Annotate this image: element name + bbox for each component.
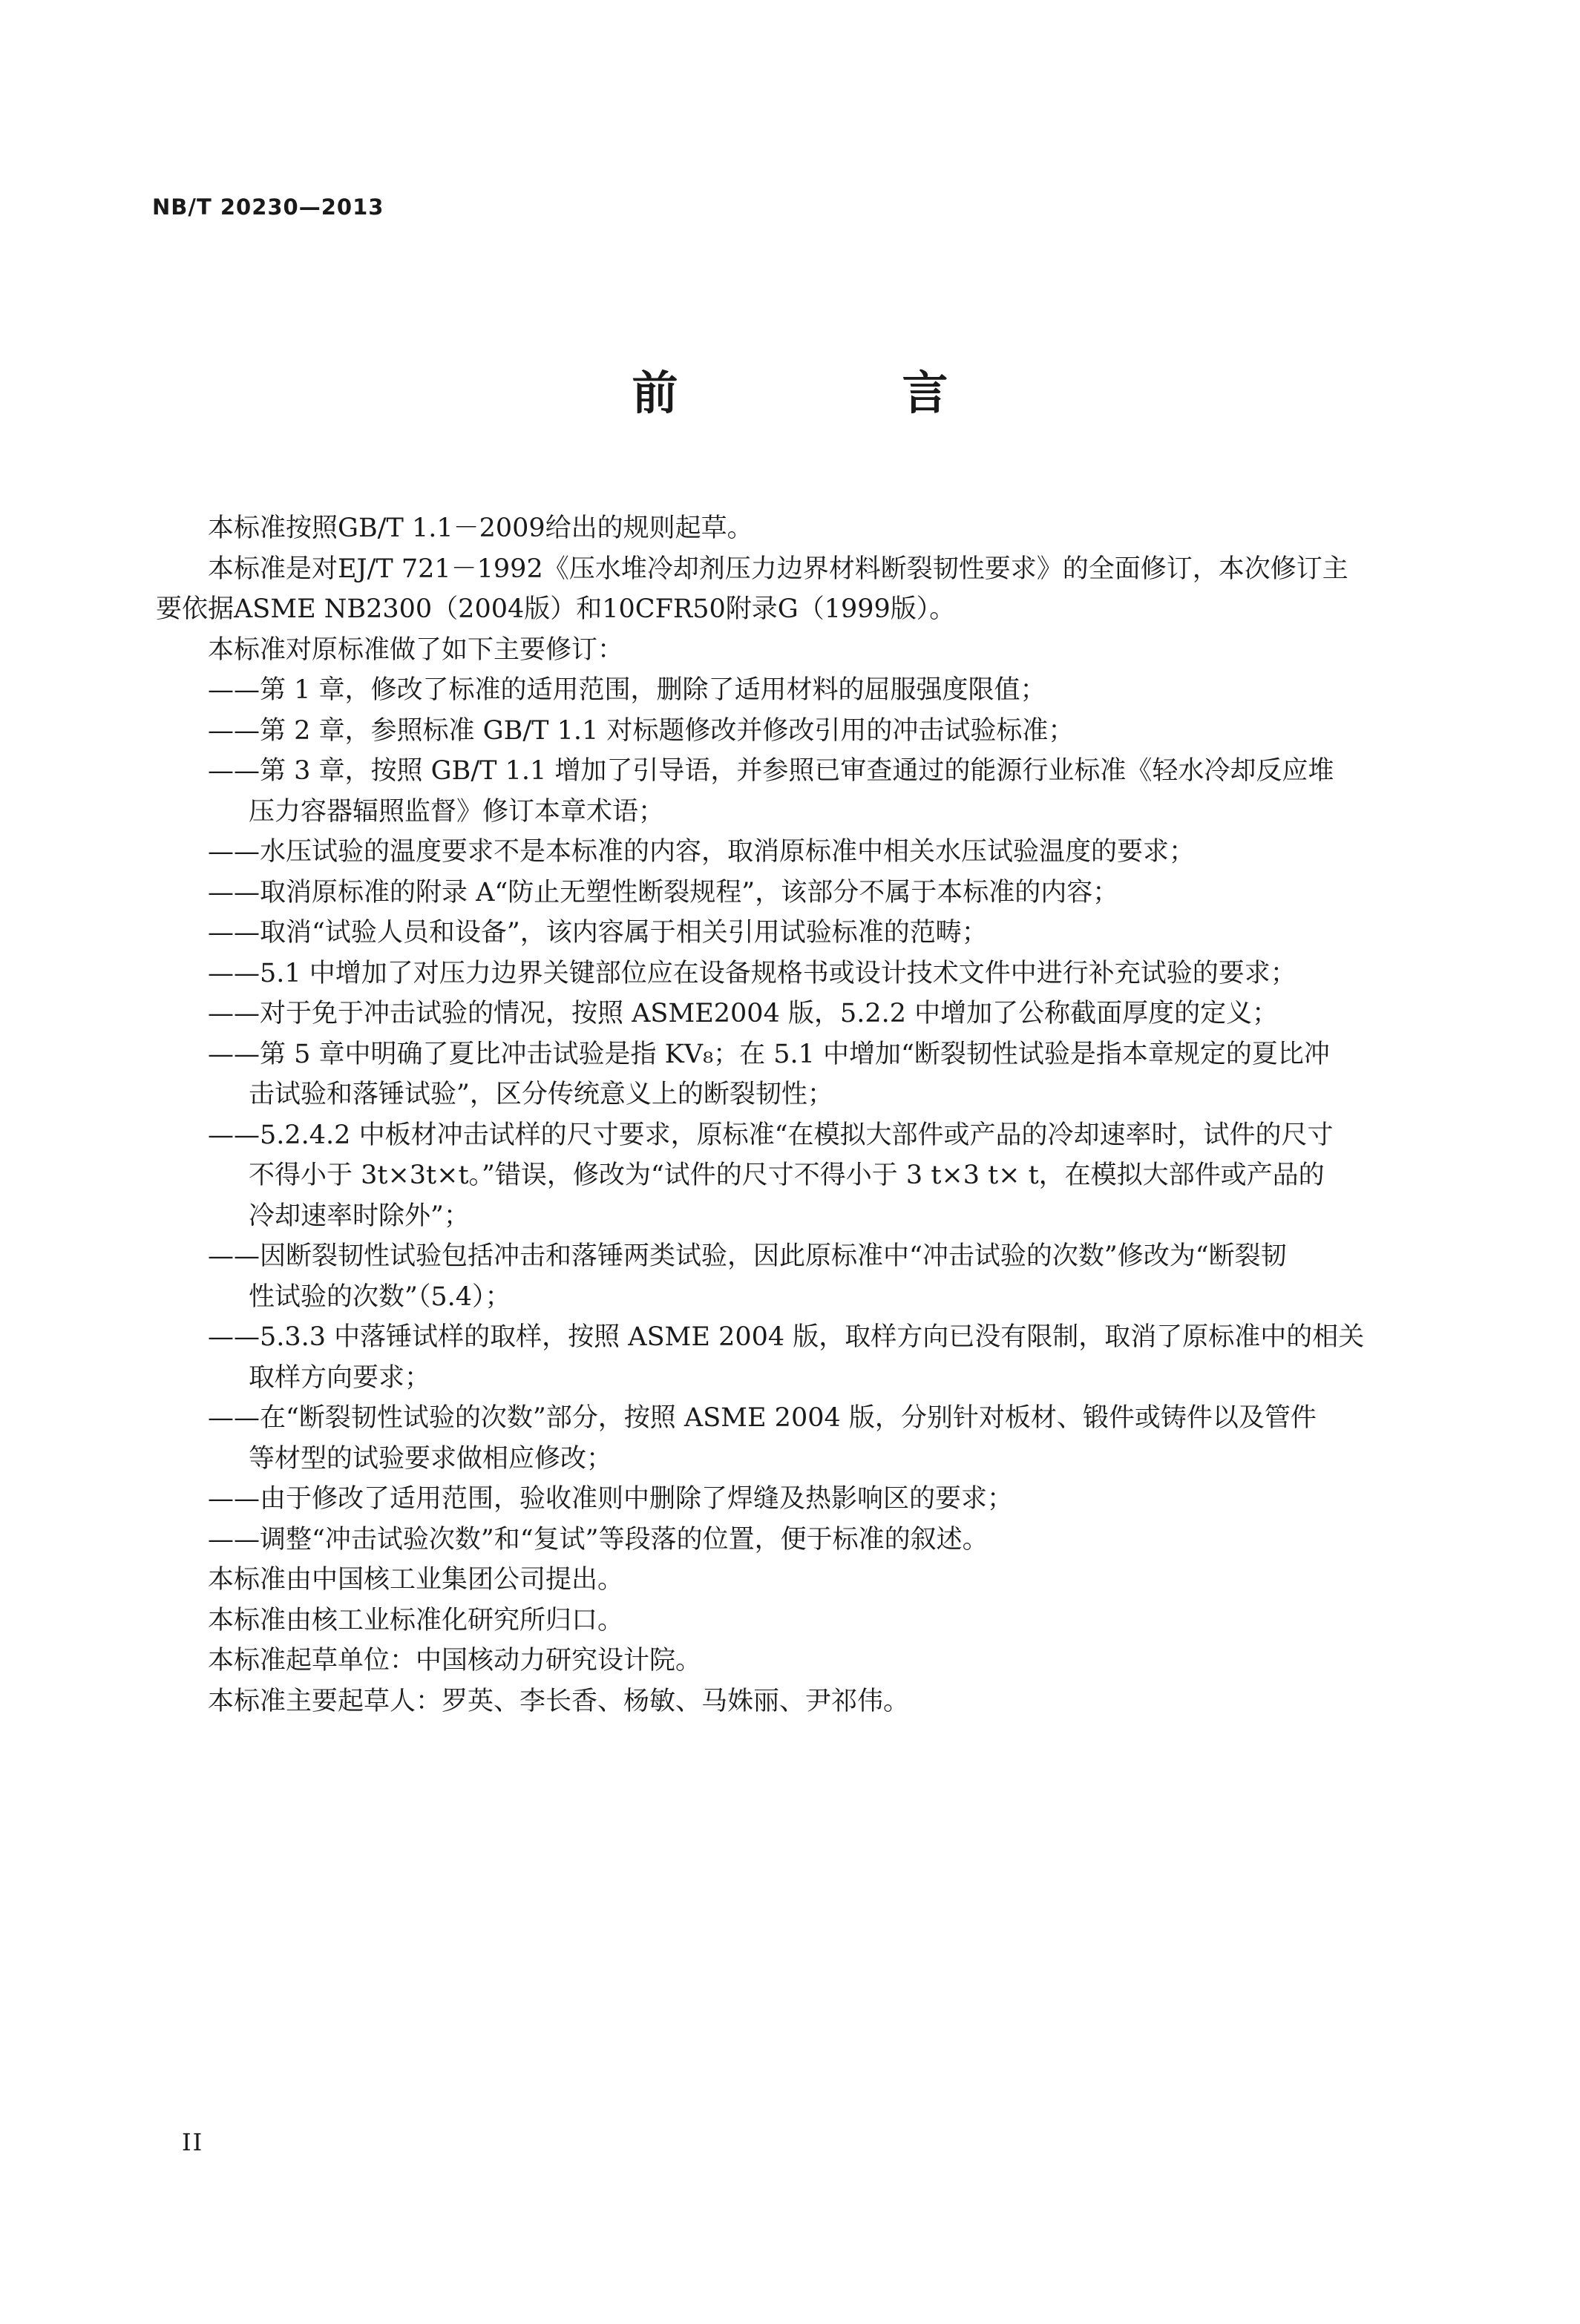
- list-item: ——取消“试验人员和设备”，该内容属于相关引用试验标准的范畴；: [208, 918, 988, 948]
- list-item: ——第 1 章，修改了标准的适用范围，删除了适用材料的屈服强度限值；: [208, 675, 1046, 705]
- list-item: ——5.3.3 中落锤试样的取样，按照 ASME 2004 版，取样方向已没有限制，取消了原标准中的相关: [208, 1322, 1365, 1352]
- list-item: ——由于修改了适用范围，验收准则中删除了焊缝及热影响区的要求；: [208, 1484, 1014, 1514]
- list-item-continuation: 等材型的试验要求做相应修改；: [249, 1443, 613, 1474]
- list-item: ——5.2.4.2 中板材冲击试样的尺寸要求，原标准“在模拟大部件或产品的冷却速率时，试件的尺寸: [208, 1120, 1334, 1150]
- list-item: ——第 5 章中明确了夏比冲击试验是指 KV₈；在 5.1 中增加“断裂韧性试验是指本章规定的夏比冲: [208, 1039, 1330, 1069]
- list-item: ——取消原标准的附录 A“防止无塑性断裂规程”，该部分不属于本标准的内容；: [208, 877, 1119, 907]
- list-item-continuation: 冷却速率时除外”；: [249, 1201, 470, 1231]
- list-item: ——对于免于冲击试验的情况，按照 ASME2004 版，5.2.2 中增加了公称截面厚度的定义；: [208, 999, 1279, 1028]
- list-item: ——调整“冲击试验次数”和“复试”等段落的位置，便于标准的叙述。: [208, 1524, 989, 1555]
- list-item: ——第 3 章，按照 GB/T 1.1 增加了引导语，并参照已审查通过的能源行业标准《轻水冷却反应堆: [208, 756, 1334, 786]
- list-item: ——5.1 中增加了对压力边界关键部位应在设备规格书或设计技术文件中进行补充试验的要求；: [208, 958, 1297, 988]
- foreword-body: [156, 508, 1447, 1721]
- paragraph-administrator: 本标准由核工业标准化研究所归口。: [208, 1605, 624, 1635]
- paragraph-revision-basis-line2: 要依据ASME NB2300（2004版）和10CFR50附录G（1999版）。: [156, 594, 956, 624]
- paragraph-proposer: 本标准由中国核工业集团公司提出。: [208, 1565, 624, 1595]
- paragraph-revision-intro: 本标准对原标准做了如下主要修订：: [208, 634, 624, 665]
- paragraph-drafting-rules: 本标准按照GB/T 1.1－2009给出的规则起草。: [208, 513, 753, 543]
- list-item: ——第 2 章，参照标准 GB/T 1.1 对标题修改并修改引用的冲击试验标准；: [208, 715, 1075, 746]
- list-item-continuation: 性试验的次数”（5.4）；: [249, 1281, 511, 1312]
- page-number: II: [182, 2128, 204, 2156]
- list-item: ——因断裂韧性试验包括冲击和落锤两类试验，因此原标准中“冲击试验的次数”修改为“断裂韧: [208, 1241, 1287, 1271]
- standard-number: NB/T 20230—2013: [152, 194, 384, 220]
- paragraph-revision-basis-line1: 本标准是对EJ/T 721－1992《压水堆冷却剂压力边界材料断裂韧性要求》的全面修订，本次修订主: [208, 554, 1348, 584]
- list-item: ——水压试验的温度要求不是本标准的内容，取消原标准中相关水压试验温度的要求；: [208, 837, 1196, 867]
- list-item: ——在“断裂韧性试验的次数”部分，按照 ASME 2004 版，分别针对板材、锻件或铸件以及管件: [208, 1403, 1317, 1433]
- list-item-continuation: 击试验和落锤试验”，区分传统意义上的断裂韧性；: [249, 1080, 833, 1109]
- paragraph-drafters: 本标准主要起草人：罗英、李长香、杨敏、马姝丽、尹祁伟。: [208, 1686, 910, 1716]
- list-item-continuation: 取样方向要求；: [249, 1362, 431, 1393]
- paragraph-drafting-unit: 本标准起草单位：中国核动力研究设计院。: [208, 1646, 702, 1675]
- list-item-continuation: 不得小于 3t×3t×t。”错误，修改为“试件的尺寸不得小于 3 t×3 t× t，在模拟大部件或产品的: [249, 1161, 1325, 1190]
- list-item-continuation: 压力容器辐照监督》修订本章术语；: [249, 796, 665, 827]
- page-title: 前 言: [632, 366, 1038, 420]
- revision-list: [208, 670, 1447, 1560]
